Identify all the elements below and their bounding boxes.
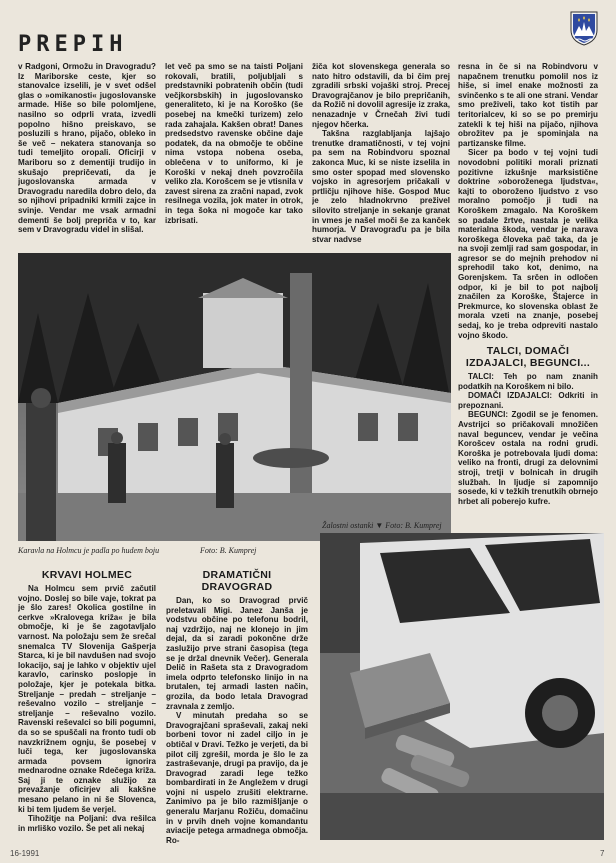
section-heading: TALCI, DOMAČI IZDAJALCI, BEGUNCI... [465,345,591,369]
paragraph: v Radgoni, Ormožu in Dravogradu? Iz Mariborske ceste, kjer so stanovalce izselili, je v svet odšel glas o »omikanosti« jugoslovanske armade. Hiše so bile polomljene, nasilno so odprli vrata, izvedli popolno hišno preiskavo, se posluzili s hrano, pijačo, obleko in še več – nekatera stanovanja so tudi temeljito oropali. Oficirji v Mariboru so z dementiji trudijo in skušajo prepričevati, da je jugoslovanska armada v Dravogradu naredila dobro delo, da so njihovi pripadniki krmili zajce in svinje. Vendar me vsak armadni dementi še bolj prepriča v to, kar sem v Dravogradu videl in slišal. [18,62,156,235]
photo-car-caption: Žalostni ostanki ▼ Foto: B. Kumprej [322,521,442,530]
article-heading: KRVAVI HOLMEC [41,569,133,581]
credit-text: Foto: B. Kumprej [385,521,442,530]
section-masthead: PREPIH [18,32,128,57]
sidebar-section [458,342,598,512]
article-krvavi-holmec [18,566,156,844]
paragraph: Na Holmcu sem prvič začutil vojno. Doslej so bile vaje, tokrat pa je šlo zares! Okolica gostilne in cerkve »Kralovega križa« je bila območje, ki je še zagotavljalo varnost. Na položaju sem že srečal snemalca TV Slovenija Gašperja Starca, ki je bil navdušen nad svojo lokacijo, saj je lahko v objektiv ujel karavlo, carinsko poslopje in položaje, kjer je potekala bitka. Streljanje – predah – streljanje – reševalno vozilo – streljanje – streljanje – reševalno vozilo. Ravenski reševalci so bili pogumni, da so se spuščali na fronto tudi ob navzkrižnem ognju, še posebej v luči tega, ker jugoslovanska armada povsem ignorira mednarodne oznake Rdečega križa. Saj ji te oznake služijo za prevažanje oficirjev ali kakšne mesano pelano in ni še Slovenca, ki bi tem ljudem še verjel. [18,584,156,814]
paragraph: Dan, ko so Dravograd prvič preletavali Migi. Janez Janša je vodstvu občine po telefonu bodril, naj vzdržijo, naj ne klonejo in jim dejal, da si zaradi pokončne drže zaslužijo prve strani časopisa (tega se je držal dnevnik Večer). Generala Delič in Rašeta sta z Dravogradom imela odprto telefonsko linijo in na brutalen, tej armadi lasten način, grozila, da bodo letala Dravograd zravnala z zemljo. [166,596,308,711]
paragraph: Tihožitje na Poljani: dva rešilca in mrliško vozilo. Še pet ali nekaj [18,814,156,833]
column-3-top [312,62,450,250]
paragraph: BEGUNCI: Zgodil se je fenomen. Avstrijci so pričakovali množičen naval beguncev, vendar je večina Korošcev ostala na rodni grudi. Koroška je potrebovala ljudi doma: veliko na fronti, drugi za delovnimi stroji, tretji v bolnicah in drugih službah. In ljudje si zapomnijo sosede, ki v težkih trenutkih obrnejo hrbet ali poberejo kufre. [458,410,598,506]
car-photo-image [320,533,604,840]
karavla-photo-image [18,253,451,541]
photo-karavla-holmec [18,253,451,541]
article-heading: DRAMATIČNI DRAVOGRAD [201,569,273,593]
paragraph: TALCI: Teh po nam znanih podatkih na Koroškem ni bilo. [458,372,598,391]
paragraph: resna in če si na Robindvoru v napačnem trenutku pomolil nos iz hiše, si imel enake možnosti za svinčenko s te ali one strani. Vendar smo preživeli, tako kot tistih par teritorialcev, ki so se po premirju zatekli k tej hiši na pijačo, njihova obrožitev pa je spominjala na partizanske filme. [458,62,598,148]
paragraph: žiča kot slovenskega generala so nato hitro odstavili, da bi čim prej zgradili srbski vojaški stroj. Precej Dravograjčanov je bilo prepričanih, da Rožič ni dovolil agresije iz zraka, nenazadnje v Črnečah živi tudi njegov hčerka. [312,62,450,129]
caption-text: Karavla na Holmcu je padla po hudem boju [18,546,160,555]
article-dramaticni-dravograd [166,566,308,844]
paragraph: let več pa smo se na taisti Poljani rokovali, bratili, poljubljali s predstavniki pobratenih občin (tudi večjkorsbskih) in jugoslovansko generaliteto, ki je na Koroško (še posebej na kmečki turizem) zelo rada zahajala. Kakšen obrat! Danes predsedstvo ravenske občine daje podatek, da na območje te občine nima vstopa nobena oseba, oblečena v to uniformo, ki je Koroški v nekaj dneh povzročila veliko zla. Korošcem se je vtisnila v zavest sirena za zračni napad, zvok resilnega vozila, jok mater in otrok, in tega šoka ni mogoče kar tako izbrisati. [165,62,303,225]
footer-issue: 16-1991 [10,849,40,858]
footer-page-number: 7 [600,849,605,858]
column-4 [458,62,598,342]
paragraph: DOMAČI IZDAJALCI: Odkriti in prepoznani. [458,391,598,410]
credit-text: Foto: B. Kumprej [200,546,257,555]
paragraph: Sicer pa bodo v tej vojni tudi novodobni politiki morali priznati pozitivne izkušnje marksistične doktrine »oboroženega ljudstva«, kajti to oboroženo ljudstvo z vso moralno pomočjo ji tudi na Koroškem zmagalo. Na Koroškem so padale žrtve, nastala je velika materialna škoda, vendar je narava koroškega človeka pač taka, da je na svoji zemlji rad sam gospodar, in agresor se do mejnih prehodov ni sprehodil tako kot, denimo, na Gorenjskem. Ta srčen in odločen odpor, ki je bil to pot najbolj značilen za Koroške, Štajerce in Prekmurce, ko slovenska oblast že morala vzeti na znanje, posebej sedaj, ko je treba odpreviti nastalo vojno škodo. [458,148,598,340]
paragraph: Takšna razglabljanja lajšajo trenutke dramatičnosti, v tej vojni pa sem na Robindvoru spoznal zakonca Muc, ki se niste izselila in smo oster spopad med slovensko vojsko in agresorjem pričakali v prtličju njihove hiše. Gospod Muc je zelo hladnokrvno preživel silovito streljanje in sekanje granat in vmes je našel moči še za kanček humorja. V Dravograďu pa je bila stvar nadvse [312,129,450,244]
caption-text: Žalostni ostanki [322,521,374,530]
column-2-top [165,62,303,250]
paragraph: V minutah predaha so se Dravograjčani spraševali, zakaj neki borbeni tovor ni zadel ciljo in je obtičal v Dravi. Težko je verjeti, da bi pilot cilj zgrešil, morda je šlo le za zastraševanje, drugi pa pravijo, da je Dravograd zaradi lege težko bombardirati in že Angležem v drugi vojni ni uspelo zrušiti elektrarne. Zanimivo pa je bilo razmišljanje o generalu Marjanu Rožiču, domačinu in v prvih dneh vojne komandantu aviacije petega armadnega območja. Ro- [166,711,308,844]
column-1-top [18,62,156,250]
photo-main-credit [200,546,300,555]
photo-wrecked-car [320,533,604,840]
slovenia-crest-icon [569,10,599,46]
